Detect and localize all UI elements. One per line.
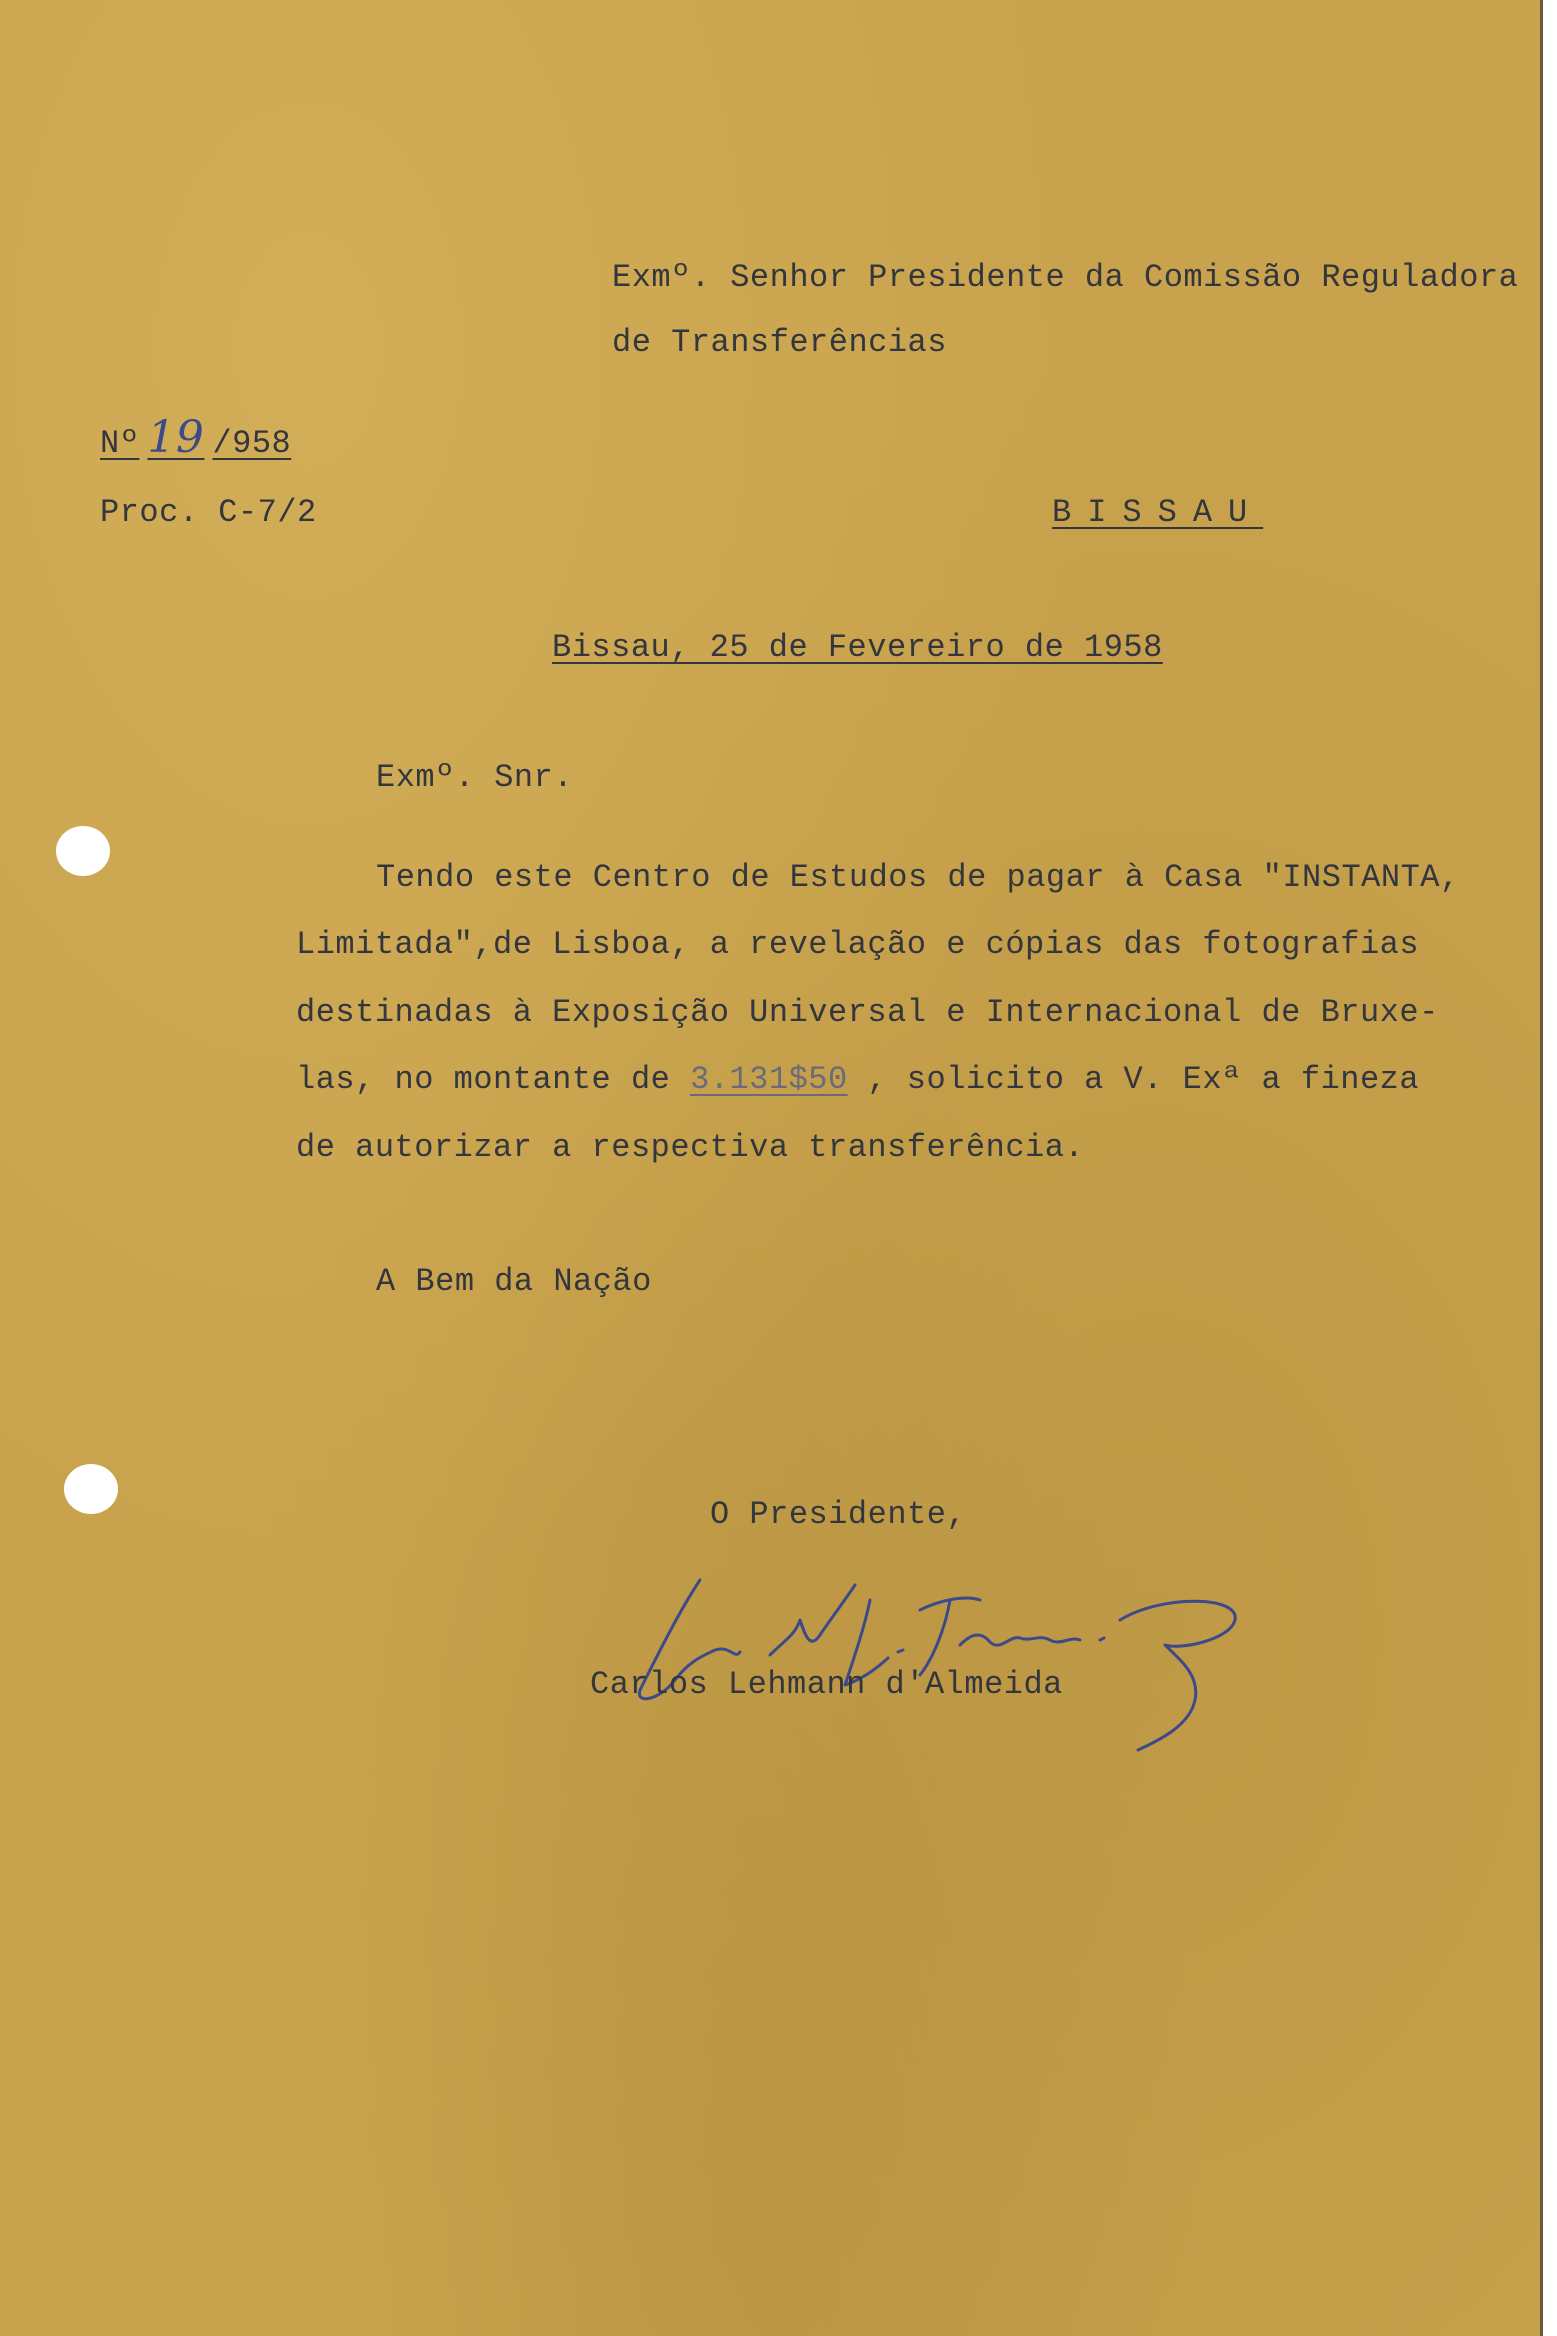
salutation: Exmº. Snr. [376,759,574,796]
closing-phrase: A Bem da Nação [376,1263,652,1300]
punch-hole-bottom [64,1464,118,1514]
body-line-4 [296,1060,1419,1100]
scan-edge [1540,0,1557,2336]
body-line-5: de autorizar a respectiva transferência. [296,1129,1085,1166]
signatory-name: Carlos Lehmann d'Almeida [590,1666,1063,1703]
body-line-4-suffix: , solicito a V. Exª a fineza [847,1061,1420,1098]
reference-prefix: Nº [100,425,140,462]
date-line: Bissau, 25 de Fevereiro de 1958 [552,629,1163,666]
reference-handwritten-number: 19 [147,412,205,463]
payment-amount: 3.131$50 [690,1061,848,1098]
reference-number [100,412,292,464]
body-line-1: Tendo este Centro de Estudos de pagar à Casa "INSTANTA, [376,859,1460,896]
reference-year: /958 [212,425,292,462]
body-line-4-prefix: las, no montante de [296,1061,691,1098]
location-heading: BISSAU [1052,494,1264,531]
punch-hole-top [56,826,110,876]
recipient-line-1: Exmº. Senhor Presidente da Comissão Reguladora [612,259,1519,296]
handwritten-signature [620,1540,1260,1760]
body-line-2: Limitada",de Lisboa, a revelação e cópias das fotografias [296,926,1420,963]
signature-title: O Presidente, [710,1496,967,1533]
body-line-3: destinadas à Exposição Universal e Internacional de Bruxe- [296,994,1439,1031]
recipient-line-2: de Transferências [612,324,947,361]
process-reference: Proc. C-7/2 [100,494,317,531]
